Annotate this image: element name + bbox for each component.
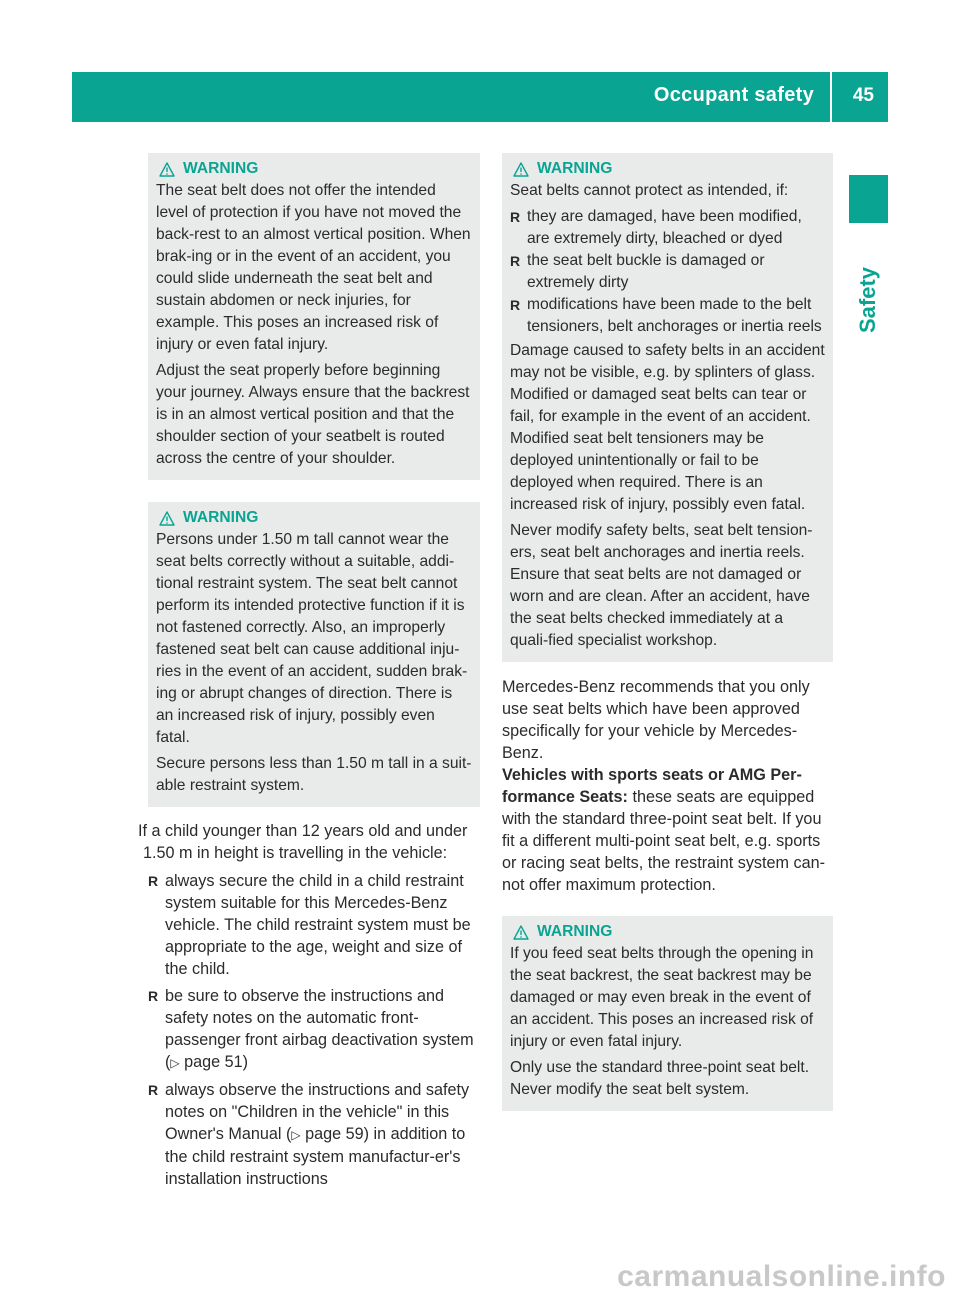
warning-title-text: WARNING	[183, 160, 259, 177]
warning-title	[513, 921, 825, 943]
intro-paragraph: If a child younger than 12 years old and under 1.50 m in height is travelling in the vehicle:	[138, 822, 468, 862]
watermark: carmanualsonline.info	[617, 1260, 946, 1293]
warning-box	[148, 502, 480, 807]
page-reference-link[interactable]: page 51	[184, 1053, 243, 1071]
warning-title-text: WARNING	[537, 160, 613, 177]
warning-text: Seat belts cannot protect as intended, if:	[510, 182, 789, 199]
page-header	[72, 72, 888, 122]
warning-title	[159, 158, 472, 180]
warning-box	[502, 153, 833, 662]
list-item: R modifications have been made to the belt tensioners, belt anchorages or inertia reels	[510, 294, 825, 338]
child-safety-list	[148, 870, 480, 1190]
list-item: R always observe the instructions and safety notes on "Children in the vehicle" in this Owner's Manual (▷ page 59) in addition to the child restraint system manufactur-er's installation instructions	[148, 1079, 480, 1190]
warning-text: The seat belt does not offer the intended level of protection if you have not moved the back-rest to an almost vertical position. When brak-ing or in the event of an accident, you could slide underneath the seat belt and sustain abdomen or neck injuries, for example. This poses an increased risk of injury or even fatal injury.	[156, 182, 471, 353]
warning-text: Adjust the seat properly before beginning your journey. Always ensure that the backrest is in an almost vertical position and that the shoulder section of your seatbelt is routed across the centre of your shoulder.	[156, 362, 470, 467]
warning-title-text: WARNING	[537, 923, 613, 940]
sports-seats-text: these seats are equipped with the standard three-point seat belt. If you fit a different multi-point seat belt, e.g. sports or racing seat belts, the restraint system can-not offer maximum protection.	[502, 788, 825, 894]
side-tab-marker	[849, 175, 888, 223]
warning-triangle-icon	[159, 511, 175, 526]
warning-title	[513, 158, 825, 180]
warning-triangle-icon	[513, 925, 529, 940]
warning-box	[148, 153, 480, 480]
warning-text: Never modify safety belts, seat belt tension-ers, seat belt anchorages and inertia reels. Ensure that seat belts are not damaged or worn and are clean. After an accident, have the seat belts checked immediately at a quali-fied specialist workshop.	[510, 522, 813, 649]
page-reference-link[interactable]: page 59	[305, 1125, 364, 1143]
page-ref-arrow-icon: ▷	[170, 1056, 180, 1070]
list-item: R be sure to observe the instructions and safety notes on the automatic front-passenger front airbag deactivation system (▷ page 51)	[148, 985, 480, 1074]
recommendation-paragraph: Mercedes-Benz recommends that you only use seat belts which have been approved specifically for your vehicle by Mercedes-Benz.	[502, 678, 810, 762]
warning-box	[502, 916, 833, 1111]
left-column	[138, 153, 480, 1195]
warning-triangle-icon	[159, 162, 175, 177]
warning-title-text: WARNING	[183, 509, 259, 526]
list-item: R always secure the child in a child restraint system suitable for this Mercedes-Benz vehicle. The child restraint system must be appropriate to the age, weight and size of the child.	[148, 870, 480, 980]
body-text	[138, 820, 480, 864]
sports-seats-heading: Vehicles with sports seats or AMG Per-formance Seats:	[502, 766, 802, 806]
warning-text: Damage caused to safety belts in an accident may not be visible, e.g. by splinters of glass. Modified or damaged seat belts can tear or fail, for example in the event of an accident. Modified seat belt tensioners may be deployed unintentionally or fail to be deployed when required. There is an increased risk of injury, possibly even fatal.	[510, 342, 825, 513]
warning-title	[159, 507, 472, 529]
right-column	[502, 153, 833, 1111]
sports-seats-paragraph	[502, 764, 833, 896]
side-tab-label: Safety	[855, 266, 880, 334]
warning-text: Secure persons less than 1.50 m tall in a suit-able restraint system.	[156, 755, 472, 794]
header-divider	[830, 72, 832, 122]
list-item: R they are damaged, have been modified, are extremely dirty, bleached or dyed	[510, 206, 825, 250]
warning-text: If you feed seat belts through the opening in the seat backrest, the seat backrest may be damaged or may even break in the event of an accident. This poses an increased risk of injury or even fatal injury.	[510, 945, 814, 1050]
page-number: 45	[852, 85, 874, 106]
warning-text: Only use the standard three-point seat belt. Never modify the seat belt system.	[510, 1059, 810, 1098]
warning-triangle-icon	[513, 162, 529, 177]
body-text	[502, 676, 833, 896]
warning-text: Persons under 1.50 m tall cannot wear the seat belts correctly without a suitable, addi-tional restraint system. The seat belt cannot perform its intended protective function if it is not fastened correctly. Also, an improperly fastened seat belt can cause additional inju-ries in the event of an accident, sudden brak-ing or abrupt changes of direction. There is an increased risk of injury, possibly even fatal.	[156, 531, 468, 746]
section-title: Occupant safety	[653, 84, 814, 106]
page-ref-arrow-icon: ▷	[291, 1128, 301, 1142]
warning-list	[510, 206, 825, 338]
list-item: R the seat belt buckle is damaged or extremely dirty	[510, 250, 825, 294]
